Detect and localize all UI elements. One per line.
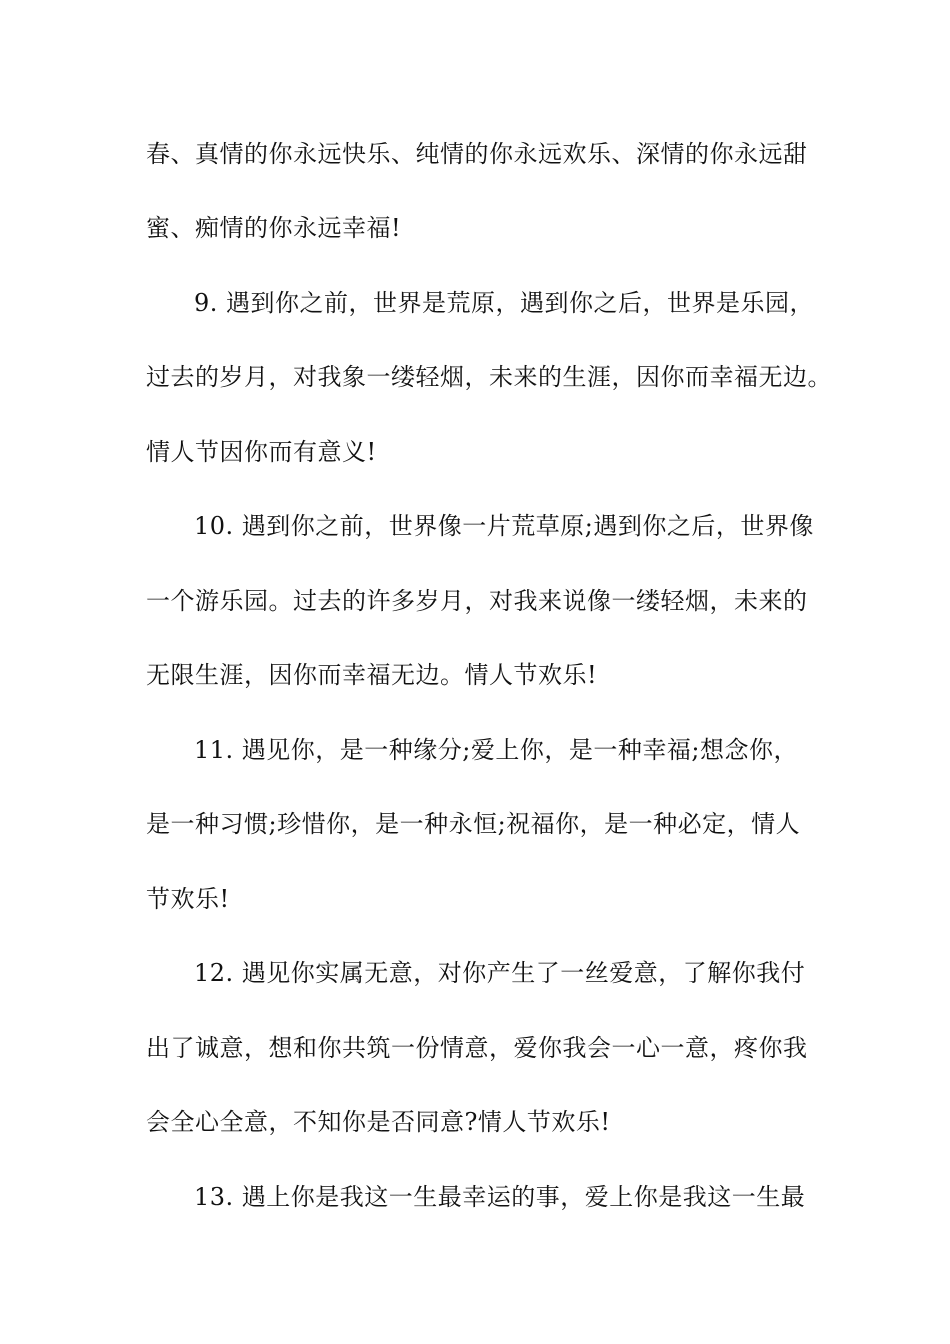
text-line: 情人节因你而有意义! <box>146 438 377 466</box>
text-line: 过去的岁月，对我象一缕轻烟，未来的生涯，因你而幸福无边。 <box>146 363 832 391</box>
text-line: 一个游乐园。过去的许多岁月，对我来说像一缕轻烟，未来的 <box>146 587 808 615</box>
paragraph-12-start: 12. 遇见你实属无意，对你产生了一丝爱意，了解你我付 <box>194 959 806 987</box>
paragraph-13-start: 13. 遇上你是我这一生最幸运的事，爱上你是我这一生最 <box>194 1183 806 1211</box>
paragraph-9-start: 9. 遇到你之前，世界是荒原，遇到你之后，世界是乐园， <box>194 289 815 317</box>
text-line: 无限生涯，因你而幸福无边。情人节欢乐! <box>146 661 598 689</box>
text-line: 出了诚意，想和你共筑一份情意，爱你我会一心一意，疼你我 <box>146 1034 808 1062</box>
text-line: 会全心全意，不知你是否同意?情人节欢乐! <box>146 1108 611 1136</box>
paragraph-10-start: 10. 遇到你之前，世界像一片荒草原;遇到你之后，世界像 <box>194 512 814 540</box>
text-line: 春、真情的你永远快乐、纯情的你永远欢乐、深情的你永远甜 <box>146 140 808 168</box>
text-line: 蜜、痴情的你永远幸福! <box>146 214 402 242</box>
text-line: 节欢乐! <box>146 885 230 913</box>
paragraph-11-start: 11. 遇见你，是一种缘分;爱上你，是一种幸福;想念你， <box>194 736 798 764</box>
text-line: 是一种习惯;珍惜你，是一种永恒;祝福你，是一种必定，情人 <box>146 810 801 838</box>
